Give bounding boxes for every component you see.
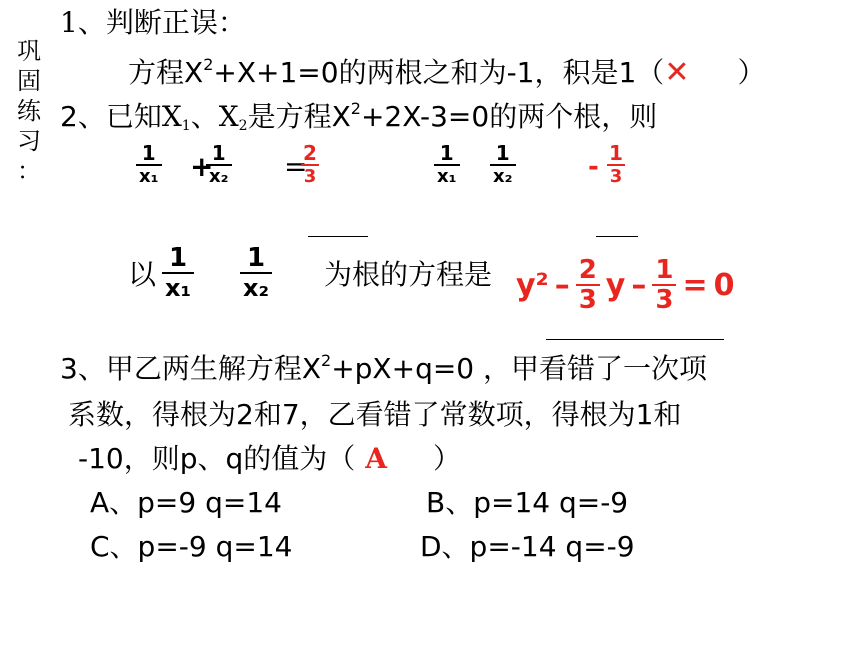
q3-line1: 3、甲乙两生解方程$X^2+pX+q=0$ ，甲看错了一次项 bbox=[60, 351, 708, 385]
frac-1-over-x2-product: $\frac{1}{\text{x₂}}$ bbox=[490, 142, 516, 188]
q1-statement-b: +X+1=0的两根之和为-1，积是1（ bbox=[213, 56, 665, 89]
equals-sign: = bbox=[284, 150, 308, 183]
side-char: 习 bbox=[17, 127, 41, 155]
q1-title: 1、判断正误： bbox=[60, 6, 246, 39]
q2-x2: X bbox=[218, 100, 239, 133]
eq-equals: = bbox=[682, 267, 708, 303]
option-d: D、p=-14 q=-9 bbox=[420, 530, 635, 563]
q2-stem bbox=[60, 100, 657, 143]
eq-minus-1: – bbox=[554, 267, 570, 303]
root-text: 为根的方程是 bbox=[324, 258, 493, 291]
root-prefix: 以 bbox=[128, 258, 157, 291]
blank-line-equation bbox=[546, 339, 724, 340]
side-char: ： bbox=[17, 157, 41, 185]
blank-line-product bbox=[596, 236, 638, 237]
answer-sum: $\frac{2}{3}$ bbox=[300, 142, 320, 188]
blank-line-sum bbox=[308, 236, 368, 237]
eq-minus-2: – bbox=[631, 267, 647, 303]
frac-1-over-x1-product: $\frac{1}{\text{x₁}}$ bbox=[434, 142, 460, 188]
q3-line2: 系数，得根为2和7，乙看错了常数项，得根为1和 bbox=[68, 398, 682, 431]
q1-cross-mark: ✕ bbox=[664, 55, 690, 90]
side-char: 巩 bbox=[17, 37, 41, 65]
q2-mid: 是方程X bbox=[247, 100, 351, 133]
option-a: A、p=9 q=14 bbox=[90, 486, 282, 519]
option-b: B、p=14 q=-9 bbox=[426, 486, 629, 519]
answer-product: $\frac{1}{3}$ bbox=[606, 142, 626, 188]
q1-statement-a: 方程X bbox=[128, 56, 204, 89]
plus-sign: + bbox=[190, 150, 214, 183]
eq-zero: 0 bbox=[713, 267, 735, 303]
eq-y: y bbox=[605, 267, 626, 303]
option-c: C、p=-9 q=14 bbox=[90, 530, 293, 563]
q2-tail: +2X-3=0的两个根，则 bbox=[360, 100, 658, 133]
eq-y2: y² bbox=[516, 267, 549, 303]
frac-1-over-x1: $\frac{1}{\text{x₁}}$ bbox=[136, 142, 162, 188]
eq-frac-1-3: $\frac{1}{3}$ bbox=[652, 256, 676, 314]
side-char: 固 bbox=[17, 67, 41, 95]
q2-sub1: 1 bbox=[181, 118, 191, 134]
answer-equation bbox=[516, 256, 734, 314]
q1-close-paren: ） bbox=[737, 56, 766, 89]
frac-1-over-x2: $\frac{1}{\text{x₂}}$ bbox=[206, 142, 232, 188]
q3-answer: A bbox=[365, 442, 388, 475]
q2-sup: 2 bbox=[350, 99, 361, 118]
side-char: 练 bbox=[17, 97, 41, 125]
side-label bbox=[14, 36, 44, 186]
q2-prefix: 2、已知 bbox=[60, 100, 162, 133]
answer-product-sign: - bbox=[588, 152, 599, 182]
q2-sub2: 2 bbox=[238, 118, 248, 134]
q1-sup: 2 bbox=[203, 55, 214, 74]
q2-x1: X bbox=[161, 100, 182, 133]
root-frac-x1: $\frac{1}{\text{x₁}}$ bbox=[162, 244, 194, 302]
root-frac-x2: $\frac{1}{\text{x₂}}$ bbox=[240, 244, 272, 302]
q2-sep: 、 bbox=[190, 100, 219, 133]
q1-statement bbox=[128, 56, 765, 90]
eq-frac-2-3: $\frac{2}{3}$ bbox=[576, 256, 600, 314]
q3-line3: -10，则p、q的值为（ A ） bbox=[78, 442, 462, 475]
